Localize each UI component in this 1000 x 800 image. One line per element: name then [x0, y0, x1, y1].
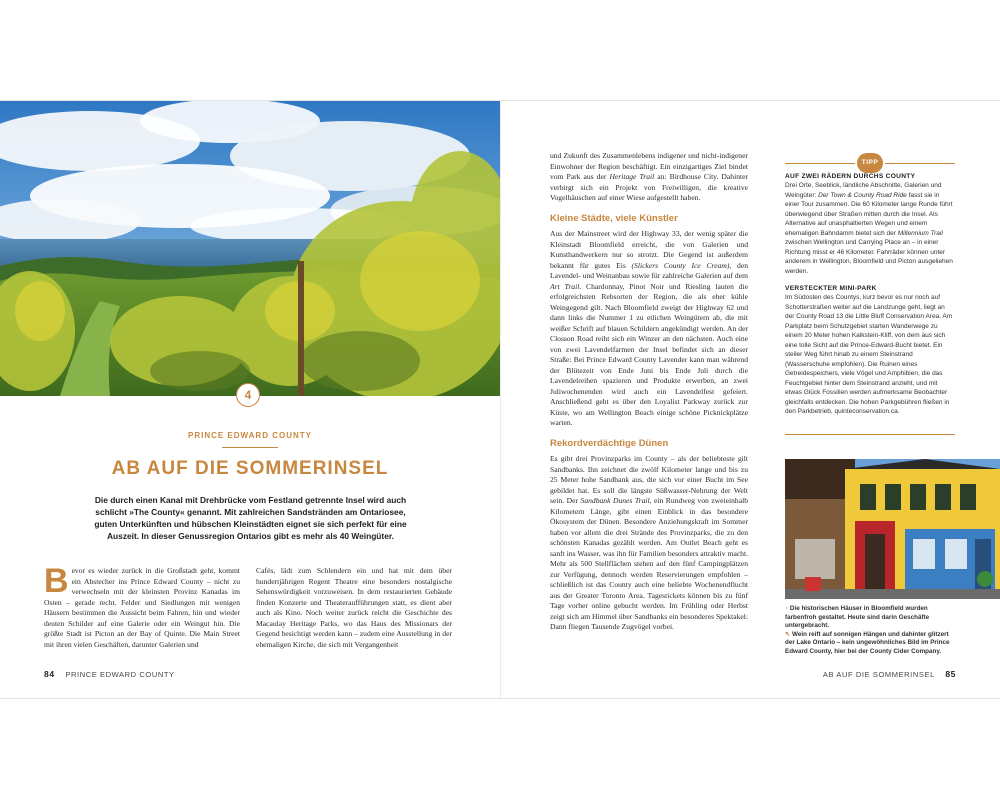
- arrow-up-icon: ↑: [785, 605, 789, 612]
- body2-text-a: Es gibt drei Provinzparks im County – als der beliebteste gilt Sandbanks. Ihn zeichnet die zwölf Kilometer lange und bis zu 25 Meter hohe Sandbank aus, die sich vor einer Bucht im See gebildet hat. Es soll die längste Süßwasser-Nehrung der Welt sein. Der: [550, 454, 748, 505]
- body2-text-b: , ein Rundweg von zweieinhalb Kilometern Länge, gibt einen Einblick in das besondere Ökosystem der Dünen. Besondere Anziehungskraft im Sommer haben vor allem die drei Strände des Provinzparks, die zu den schönsten Kanadas gezählt werden. Am Outlet Beach geht es sanft ins Wasser, was ihn für Familien besonders attraktiv macht. Mehr als 500 Stellflächen stehen auf den fünf Campingplätzen zur Verfügung, dennoch werden Reservierungen empfohlen – schließlich ist das County auch eine beliebte Wochenendflucht aus der Greater Toronto Area. Tagestickets können bis zu fünf Tage vorher online gebucht werden. Im Frühling oder Herbst zeigt sich am Himmel über Sandbanks ein besonderes Spektakel: Dann fliegen Tausende Zugvögel vorbei.: [550, 496, 748, 631]
- body-column-2: Cafés, lädt zum Schlendern ein und hat mit dem über hundertjährigen Regent Theatre eine besonders nostalgische Sehenswürdigkeit vorzuweisen. In dem restaurierten Gebäude finden Konzerte und Theateraufführungen statt, es dient aber auch als Kino. Noch weiter zurück reicht die Geschichte des Macaulay Heritage Parks, wo das Haus des Missionars der Gegend besichtigt werden kann – zudem eine Ausstellung in der ehemaligen Kirche, die sich mit Vergangenheit: [256, 566, 452, 649]
- tip-box: [785, 159, 955, 435]
- page-number-right: 85: [945, 669, 956, 679]
- running-head-right: AB AUF DIE SOMMERINSEL: [822, 670, 935, 679]
- chapter-number-badge: 4: [236, 383, 260, 407]
- vineyard-lake-photo: [0, 101, 500, 396]
- body-column-1-text: evor es wieder zurück in die Großstadt geht, kommt ein Abstecher ins Prince Edward County – nicht zu verwechseln mit der kleinsten Provinz Kanadas im Osten – gerade recht. Felder und Siedlungen mit wenigen Häusern bestimmen die Aussicht beim Fahren, hin und wieder deuten Schilder auf eine Galerie oder ein Weingut hin. Die größte Stadt ist Picton an der Bay of Quinte. Die Main Street mit ihren vielen Geschäften, darunter Galerien und: [44, 566, 240, 649]
- left-page: [0, 101, 501, 698]
- caption-bloomfield: [785, 605, 960, 631]
- tip-text-minipark: Im Südosten des Countys, kurz bevor es nur noch auf Schotterstraßen weiter auf die Landzunge geht, liegt an der County Road 13 die Little Bluff Conservation Area. Am Parkplatz beim Schutzgebiet starten Wanderwege zu einem 20 Meter hohen Kalkstein-Kliff, von dem aus sich eine tolle Sicht auf die Prince-Edward-Bucht bietet. Ein steiler Weg führt hinab zu einem Steinstrand (Wasserschuhe empfohlen). Die Ruinen eines Getreidespeichers, viele Vögel und Amphibien, die das Feuchtgebiet hinter dem Steinstrand anzieht, und mit etwas Glück Fossilien werden aufmerksame Beobachter gleichfalls entdecken. Die hohen Parkgebühren fließen in den Parkbetrieb, quinteconservation.ca.: [785, 294, 953, 415]
- chapter-kicker: PRINCE EDWARD COUNTY: [187, 431, 312, 440]
- tip-text-bike-b: fasst sie in einer Tour zusammen. Die 60 Kilometer lange Runde führt überwiegend über Straßen mitten durch die Insel. Als Alternative auf unasphaltierten Wegen und einem ehemaligen Bahndamm bietet sich der: [785, 191, 953, 237]
- tip-text-bike: [785, 181, 955, 276]
- page-number-left: 84: [44, 669, 55, 679]
- vineyard-lake-image: [0, 101, 500, 396]
- body1-em-2: Art Trail: [550, 281, 580, 291]
- right-folio: [823, 669, 956, 679]
- caption-bloomfield-text: Die historischen Häuser in Bloomfield wurden farbenfroh gestaltet. Heute sind darin Geschäfte untergebracht.: [785, 605, 930, 630]
- tip-text-bike-c: zwischen Wellington und Carrying Place an – in einer Richtung misst er 46 Kilometer. Fahrräder können unter anderem in Wellington, Bloomfield und Picton ausgeliehen werden.: [785, 239, 953, 275]
- tip-text-bike-a: Drei Orte, Seeblick, ländliche Abschnitte, Galerien und Weingüter:: [785, 182, 942, 199]
- tip-rule-bottom: [785, 434, 955, 435]
- bloomfield-houses-photo: [785, 459, 1000, 599]
- intro-text-b: an: Birdhouse City. Dahinter verbirgt sich ein Projekt von Freiwilligen, die kreative Vogelhäuschen auf einer Wiese aufgestellt haben.: [550, 172, 748, 202]
- body1-text-b: , den Lavendel- und Weinanbau sowie für zahlreiche Galerien auf dem: [550, 260, 748, 280]
- right-column-1: [550, 151, 748, 633]
- kicker-divider: [222, 447, 278, 448]
- tip-pill-icon: TIPP: [857, 153, 883, 173]
- body1-text-c: . Chardonnay, Pinot Noir und Riesling lauten die erfolgreichsten Rebsorten der Region, die als eher kühle Weingegend gilt. Nach Bloomfield zweigt der Highway 62 und dann links die Nummer 1 zu etlichen Weingütern ab, die mit weißer Schrift auf blauen Schildern angekündigt werden. An der Closson Road reiht sich ein Winzer an den nächsten. Auch eine von zwei Lavendelfarmen der Insel befindet sich an dieser Straße: Bei Prince Edward County Lavender kann man während der Blütezeit von Ende Juni bis Ende Juli durch die Lavendelreihen spazieren und Produkte erwerben, an zwei Juliwochenenden wird auch ein Lavendelfest gefeiert. Anschließend geht es über den Loyalist Parkway zurück zur Küste, wo am Wellington Beach einige schöne Picknickplätze warten.: [550, 281, 748, 427]
- caption-cider-text: Wein reift auf sonnigen Hängen und dahinter glitzert der Lake Ontario – kein ungewöhnliches Bild im Prince Edward County, hier bei der County Cider Company.: [785, 630, 950, 655]
- tip-text-bike-em: Der Town & County Road Ride: [818, 191, 907, 199]
- tip-rule-left: [785, 163, 855, 164]
- book-spread: [0, 100, 1000, 699]
- body1-em-1: (Slickers County Ice Cream): [631, 260, 730, 270]
- intro-text-a: und Zukunft des Zusammenlebens indigener und nicht-indigener Einwohner der Region beschäftigt. Ein einzigartiges Ziel bindet vom Park aus der: [550, 151, 748, 181]
- bloomfield-houses-image: [785, 459, 1000, 599]
- intro-text-em: Heritage Trail: [609, 172, 655, 181]
- subhead-kleine-staedte: Kleine Städte, viele Künstler: [550, 212, 678, 224]
- body1-text-a: Aus der Mainstreet wird der Highway 33, der wenig später die Kleinstadt Bloomfield erreicht, die von Galerien und Kunsthandwerkern nur so strotzt. Die Gegend ist außerdem bekannt für gutes Eis: [550, 229, 748, 270]
- tip-heading-bike: AUF ZWEI RÄDERN DURCHS COUNTY: [785, 173, 916, 180]
- body-column-1: [44, 562, 240, 650]
- tip-rule-right: [885, 163, 955, 164]
- right-page: [500, 101, 1000, 698]
- drop-cap: B: [44, 562, 69, 600]
- subhead-duenen: Rekordverdächtige Dünen: [550, 437, 669, 449]
- body2-em: Sandbank Dunes Trail: [580, 496, 650, 505]
- tip-section-bike: [785, 173, 955, 276]
- lead-paragraph: Die durch einen Kanal mit Drehbrücke vom Festland getrennte Insel wird auch schlicht »The County« genannt. Mit zahlreichen Sandstränden am Ontariosee, guten Unterkünften und hübschen Kleinstädten eignet sie sich perfekt für eine Auszeit. In dieser Genussregion Ontarios gibt es mehr als 40 Weingüter.: [94, 495, 407, 541]
- left-folio: [44, 669, 175, 679]
- chapter-title: AB AUF DIE SOMMERINSEL: [111, 458, 389, 479]
- tip-text-bike-em2: Millennium Trail: [897, 229, 943, 237]
- tip-section-minipark: [785, 285, 955, 417]
- running-head-left: PRINCE EDWARD COUNTY: [65, 670, 175, 679]
- arrow-up-left-icon: ↖: [785, 630, 791, 638]
- tip-heading-minipark: VERSTECKTER MINI-PARK: [785, 285, 877, 292]
- caption-cider: [785, 631, 960, 657]
- photo-captions: [785, 605, 960, 657]
